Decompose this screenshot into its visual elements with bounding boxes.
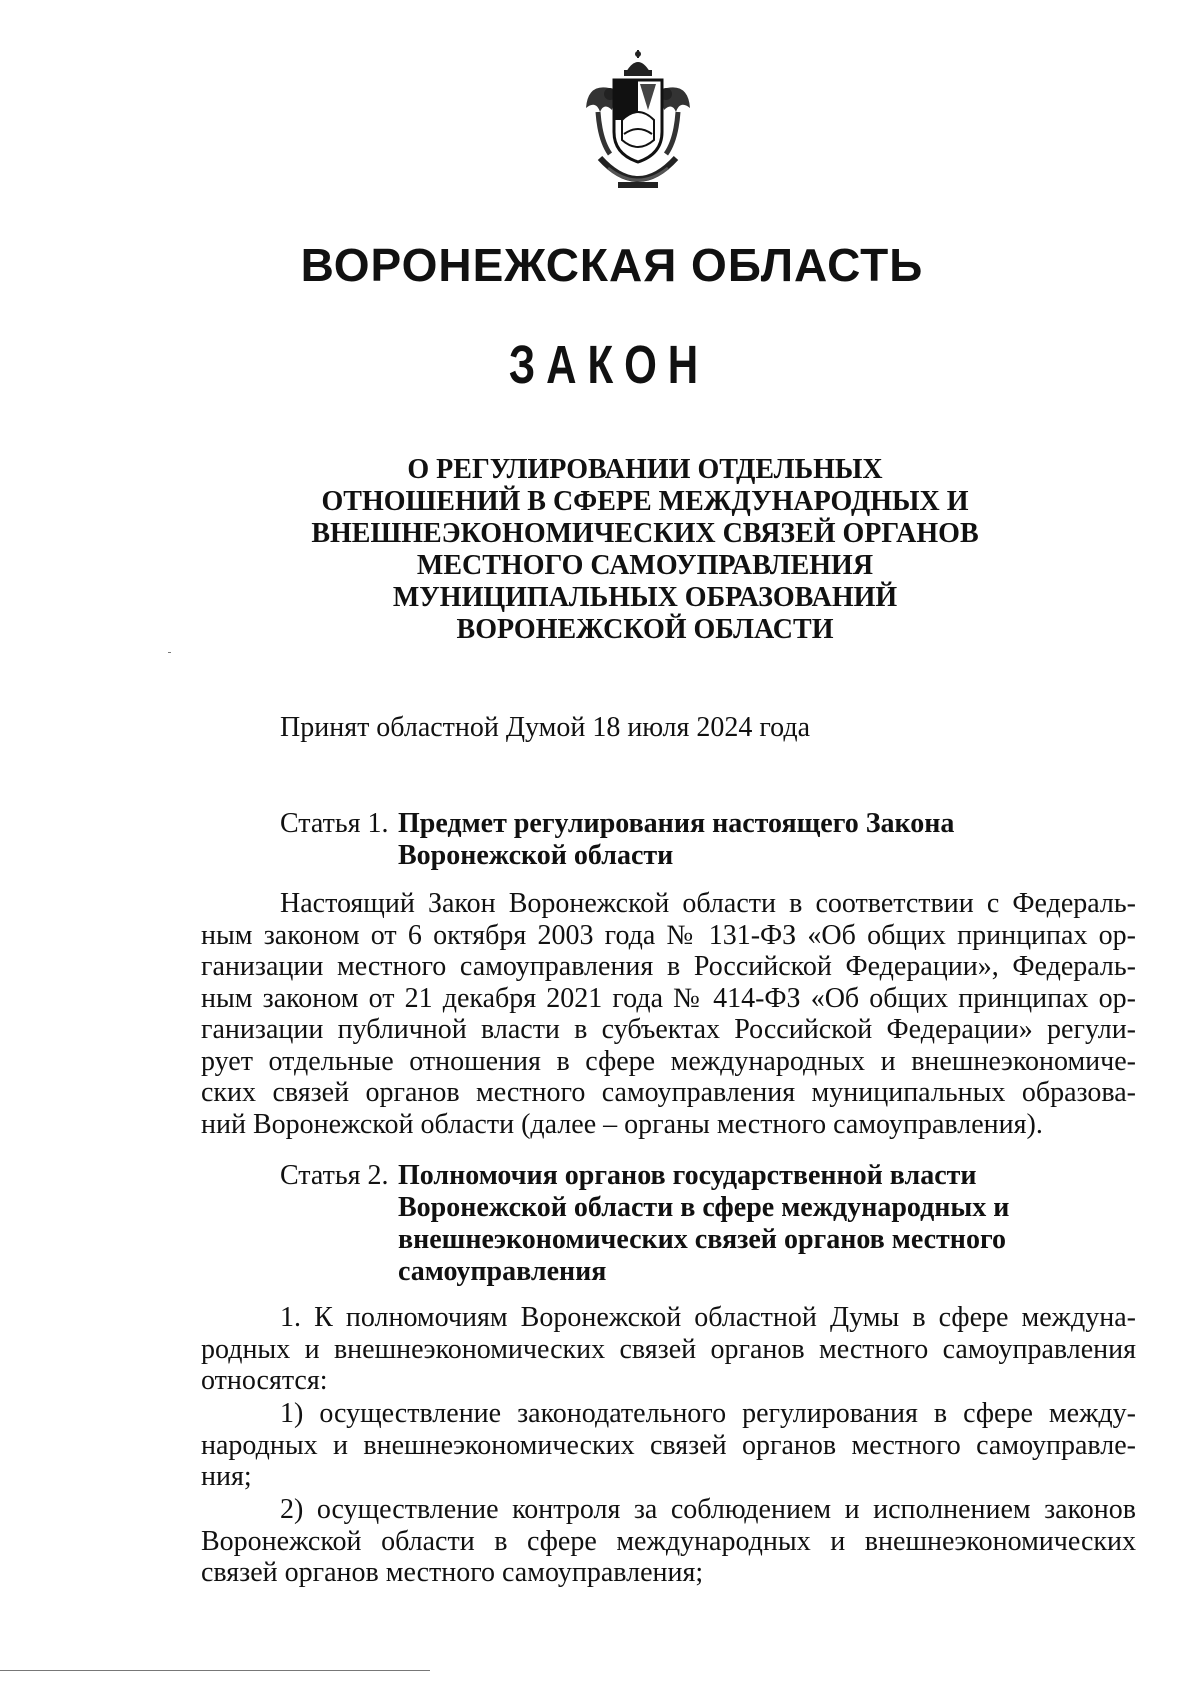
text-line: ным законом от 21 декабря 2021 года № 414-ФЗ «Об общих принципах ор-: [201, 982, 1136, 1014]
text-line: ганизации публичной власти в субъектах Российской Федерации» регули-: [201, 1014, 1136, 1045]
text-line: связей органов местного самоуправления;: [201, 1557, 704, 1588]
article-2-paragraph-1: [201, 1302, 1136, 1397]
text-line: Настоящий Закон Воронежской области в соответствии с Федераль-: [280, 888, 1136, 919]
article-1-text: [201, 888, 1136, 1140]
text-line: ным законом от 6 октября 2003 года № 131-ФЗ «Об общих принципах ор-: [201, 919, 1136, 951]
article-title-line: внешнеэкономических связей органов местного: [398, 1224, 1006, 1255]
text-line: родных и внешнеэкономических связей органов местного самоуправления: [201, 1333, 1136, 1365]
adoption-date: Принят областной Думой 18 июля 2024 года: [280, 712, 811, 743]
page-footer-rule: [0, 1670, 430, 1671]
article-2-item-2: [201, 1494, 1136, 1589]
text-line: народных и внешнеэкономических связей органов местного самоуправле-: [201, 1429, 1136, 1461]
document-type: ЗАКОН: [508, 335, 710, 395]
article-title: [398, 1160, 1009, 1288]
text-line: 1. К полномочиям Воронежской областной Думы в сфере междуна-: [280, 1302, 1136, 1333]
text-line: рует отдельные отношения в сфере международных и внешнеэкономиче-: [201, 1045, 1136, 1077]
article-title: [398, 808, 954, 872]
coat-of-arms-icon: [578, 50, 698, 200]
article-title-line: Предмет регулирования настоящего Закона: [398, 808, 955, 839]
article-label: Статья 2.: [280, 1160, 389, 1191]
region-title: ВОРОНЕЖСКАЯ ОБЛАСТЬ: [300, 239, 924, 291]
text-line: Воронежской области в сфере международных и внешнеэкономических: [201, 1525, 1136, 1557]
article-title-line: самоуправления: [398, 1256, 607, 1287]
text-line: ских связей органов местного самоуправления муниципальных образова-: [201, 1077, 1136, 1108]
law-title-line: ВОРОНЕЖСКОЙ ОБЛАСТИ: [456, 614, 834, 645]
text-line: ний Воронежской области (далее – органы местного самоуправления).: [201, 1108, 1043, 1140]
article-label: Статья 1.: [280, 808, 389, 839]
article-title-line: Воронежской области: [398, 840, 674, 871]
law-title-line: О РЕГУЛИРОВАНИИ ОТДЕЛЬНЫХ: [407, 454, 883, 485]
law-title-line: МУНИЦИПАЛЬНЫХ ОБРАЗОВАНИЙ: [392, 582, 898, 613]
law-title-line: МЕСТНОГО САМОУПРАВЛЕНИЯ: [416, 550, 874, 581]
article-title-line: Воронежской области в сфере международных и: [398, 1192, 1010, 1223]
law-title-line: ВНЕШНЕЭКОНОМИЧЕСКИХ СВЯЗЕЙ ОРГАНОВ: [311, 518, 979, 549]
law-title: [250, 454, 1040, 646]
text-line: 1) осуществление законодательного регулирования в сфере между-: [280, 1398, 1136, 1429]
article-title-line: Полномочия органов государственной власти: [398, 1160, 977, 1191]
margin-mark: [168, 652, 171, 653]
law-title-line: ОТНОШЕНИЙ В СФЕРЕ МЕЖДУНАРОДНЫХ И: [321, 486, 969, 517]
text-line: ганизации местного самоуправления в Российской Федерации», Федераль-: [201, 951, 1136, 982]
text-line: относятся:: [201, 1365, 328, 1396]
article-2-item-1: [201, 1398, 1136, 1493]
text-line: ния;: [201, 1461, 252, 1492]
text-line: 2) осуществление контроля за соблюдением и исполнением законов: [280, 1494, 1136, 1525]
